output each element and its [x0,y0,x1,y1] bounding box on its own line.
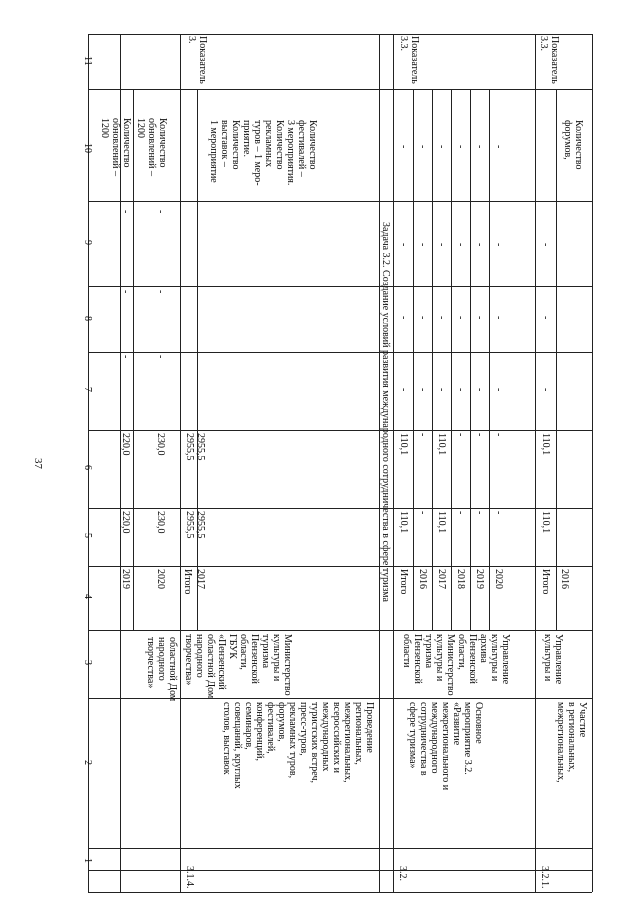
col-num-1: 1 [82,858,93,863]
cell-dash: - [474,145,485,149]
cell-dash: - [493,388,504,392]
cell-indicator: Количество форумов, [562,120,584,170]
cell-year: 2016 [417,569,428,589]
cell-dash: - [474,316,485,320]
cell-value: - [417,511,428,515]
col-num-2: 2 [82,760,93,765]
cell-value: 230,0 [155,511,166,534]
cell-target: Показатель 3. [186,36,208,84]
task-heading: Задача 3.2. Создание условий развития международного сотрудничества в сфере туризма [380,222,391,602]
cell-dash: - [474,243,485,247]
cell-value: 110,1 [398,511,409,534]
cell-year: 2020 [155,569,166,589]
cell-executor: Министерство культуры и туризма Пензенской области, ГБУК «Пензенский областной Дом народного творчества» [183,634,293,699]
cell-value: 220,0 [120,433,131,456]
cell-target: Показатель 3.3. [398,36,420,84]
cell-target: Показатель 3.3. [538,36,560,84]
cell-dash: - [120,290,131,294]
cell-year: 2020 [493,569,504,589]
col-num-9: 9 [82,240,93,245]
cell-dash: - [417,243,428,247]
col-num-11: 11 [82,56,93,66]
page-number: 37 [32,458,44,469]
cell-value: 110,1 [540,511,551,534]
cell-executor: Управление культуры и архива Пензенской области, Министерство культуры и туризма Пензенской области [401,634,511,696]
cell-activity: Основное мероприятие 3.2. «Развитие межрегионального и международного сотрудничества в сфере туризма» [407,702,484,791]
cell-dash: - [455,243,466,247]
cell-value: 2955,5 2955,5 [184,433,206,461]
col-num-5: 5 [82,533,93,538]
cell-year: 2018 [455,569,466,589]
cell-indicator: Количество обновлений – 1200 [135,118,168,177]
cell-executor: областной Дом народного творчества» [145,637,178,702]
cell-dash: - [155,210,166,214]
cell-value: - [417,433,428,437]
cell-value: 110,1 [398,433,409,456]
cell-dash: - [436,388,447,392]
cell-value: 220,0 [120,511,131,534]
col-num-7: 7 [82,387,93,392]
cell-dash: - [398,316,409,320]
cell-year: 2016 [559,569,570,589]
cell-dash: - [540,316,551,320]
cell-value: - [455,511,466,515]
cell-value: - [493,511,504,515]
cell-dash: - [155,290,166,294]
cell-year: Итого [182,569,193,595]
cell-dash: - [436,316,447,320]
cell-dash: - [417,388,428,392]
cell-year: 2017 [436,569,447,589]
cell-dash: - [455,145,466,149]
cell-dash: - [436,243,447,247]
cell-year: 2019 [474,569,485,589]
cell-number: 3.2.1. [539,866,550,889]
col-num-10: 10 [82,143,93,153]
cell-dash: - [493,145,504,149]
cell-value: - [474,511,485,515]
cell-dash: - [417,316,428,320]
cell-dash: - [493,243,504,247]
cell-value: - [474,433,485,437]
cell-value: - [455,433,466,437]
cell-year: 2019 [120,569,131,589]
cell-indicator: Количество обновлений – 1200 [99,118,132,177]
cell-number: 3.1.4. [184,866,195,889]
col-num-4: 4 [82,594,93,599]
cell-dash: - [417,145,428,149]
cell-dash: - [474,388,485,392]
cell-dash: - [120,210,131,214]
cell-value: - [493,433,504,437]
cell-dash: - [398,145,409,149]
cell-year: 2017 [195,569,206,589]
cell-indicator: Количество фестивалей – 3 мероприятия. Количество рекламных туров – 1 меро- приятие. Количество выставок – 1 мероприятие [208,120,318,186]
cell-value: 110,1 [540,433,551,456]
cell-dash: - [120,355,131,359]
cell-activity: Участие в региональных, межрегиональных, [555,702,588,783]
col-num-8: 8 [82,316,93,321]
cell-activity: Проведение региональных, межрегиональных, всероссийских и международных туристских встреч, пресс-туров, рекламных туров, форумов, фестивалей, конференций, семинаров, совещаний, круглых столов, выставок [221,702,375,789]
cell-value: 2955,5 2955,5 [184,511,206,539]
cell-dash: - [493,316,504,320]
cell-dash: - [540,388,551,392]
cell-number: 3.2. [397,866,408,881]
col-num-6: 6 [82,465,93,470]
cell-executor: Управление культуры и [542,634,564,685]
cell-dash: - [398,388,409,392]
cell-dash: - [398,243,409,247]
cell-value: 110,1 [436,511,447,534]
cell-value: 230,0 [155,433,166,456]
cell-dash: - [455,388,466,392]
cell-value: 110,1 [436,433,447,456]
cell-dash: - [540,243,551,247]
cell-dash: - [436,145,447,149]
cell-year: Итого [540,569,551,595]
cell-dash: - [455,316,466,320]
col-num-3: 3 [82,660,93,665]
cell-dash: - [155,355,166,359]
cell-year: Итого [398,569,409,595]
